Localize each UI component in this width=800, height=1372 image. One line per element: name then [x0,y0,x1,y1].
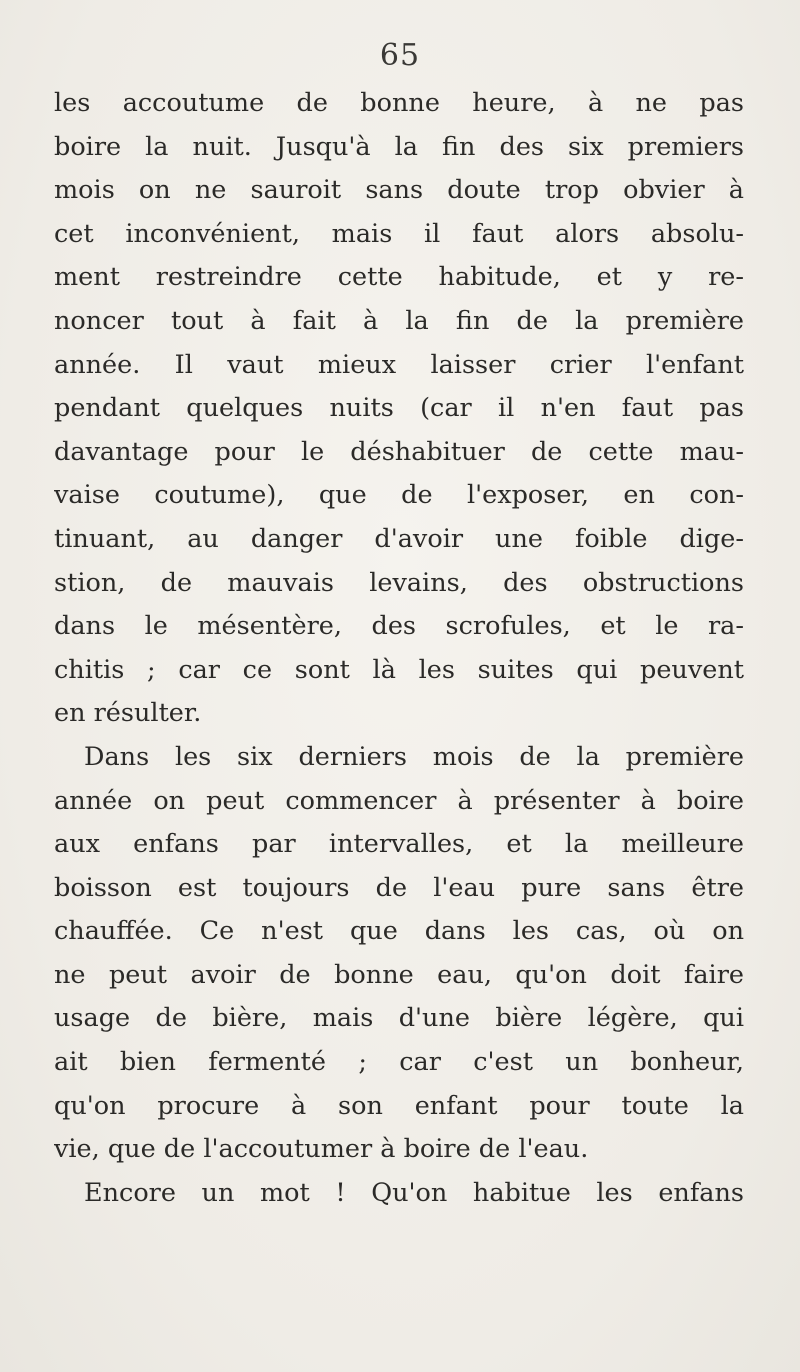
text-line: ait bien fermenté ; car c'est un bonheur, [54,1047,744,1078]
text-line: année. Il vaut mieux laisser crier l'enfant [54,349,744,380]
text-line: chitis ; car ce sont là les suites qui peuvent [54,654,744,685]
page-number: 65 [379,38,421,73]
body-text [54,82,744,1215]
text-line: ne peut avoir de bonne eau, qu'on doit faire [54,959,744,990]
text-line: aux enfans par intervalles, et la meilleure [54,829,744,860]
text-line: qu'on procure à son enfant pour toute la [54,1090,744,1121]
text-line: en résulter. [54,698,202,729]
text-line: vaise coutume), que de l'exposer, en con- [54,480,744,511]
text-line: ment restreindre cette habitude, et y re- [54,262,744,293]
text-line: chauffée. Ce n'est que dans les cas, où on [54,916,744,947]
text-line: noncer tout à fait à la fin de la première [54,305,744,336]
text-line: cet inconvénient, mais il faut alors absolu- [54,218,744,249]
text-line: dans le mésentère, des scrofules, et le ra- [54,611,744,642]
text-line: stion, de mauvais levains, des obstructions [54,567,744,598]
text-line: vie, que de l'accoutumer à boire de l'eau. [54,1134,589,1165]
text-line: davantage pour le déshabituer de cette mau- [54,436,744,467]
text-line: mois on ne sauroit sans doute trop obvier à [54,175,744,206]
text-line: pendant quelques nuits (car il n'en faut pas [54,393,744,424]
text-line: usage de bière, mais d'une bière légère, qui [54,1003,744,1034]
text-line: Dans les six derniers mois de la première [84,741,744,772]
text-line: les accoutume de bonne heure, à ne pas [54,88,744,118]
text-line: boire la nuit. Jusqu'à la fin des six premiers [54,131,744,162]
text-line: Encore un mot ! Qu'on habitue les enfans [84,1177,744,1208]
text-line: tinuant, au danger d'avoir une foible dige- [54,523,744,554]
text-line: année on peut commencer à présenter à boire [54,785,744,816]
text-line: boisson est toujours de l'eau pure sans être [54,872,744,903]
